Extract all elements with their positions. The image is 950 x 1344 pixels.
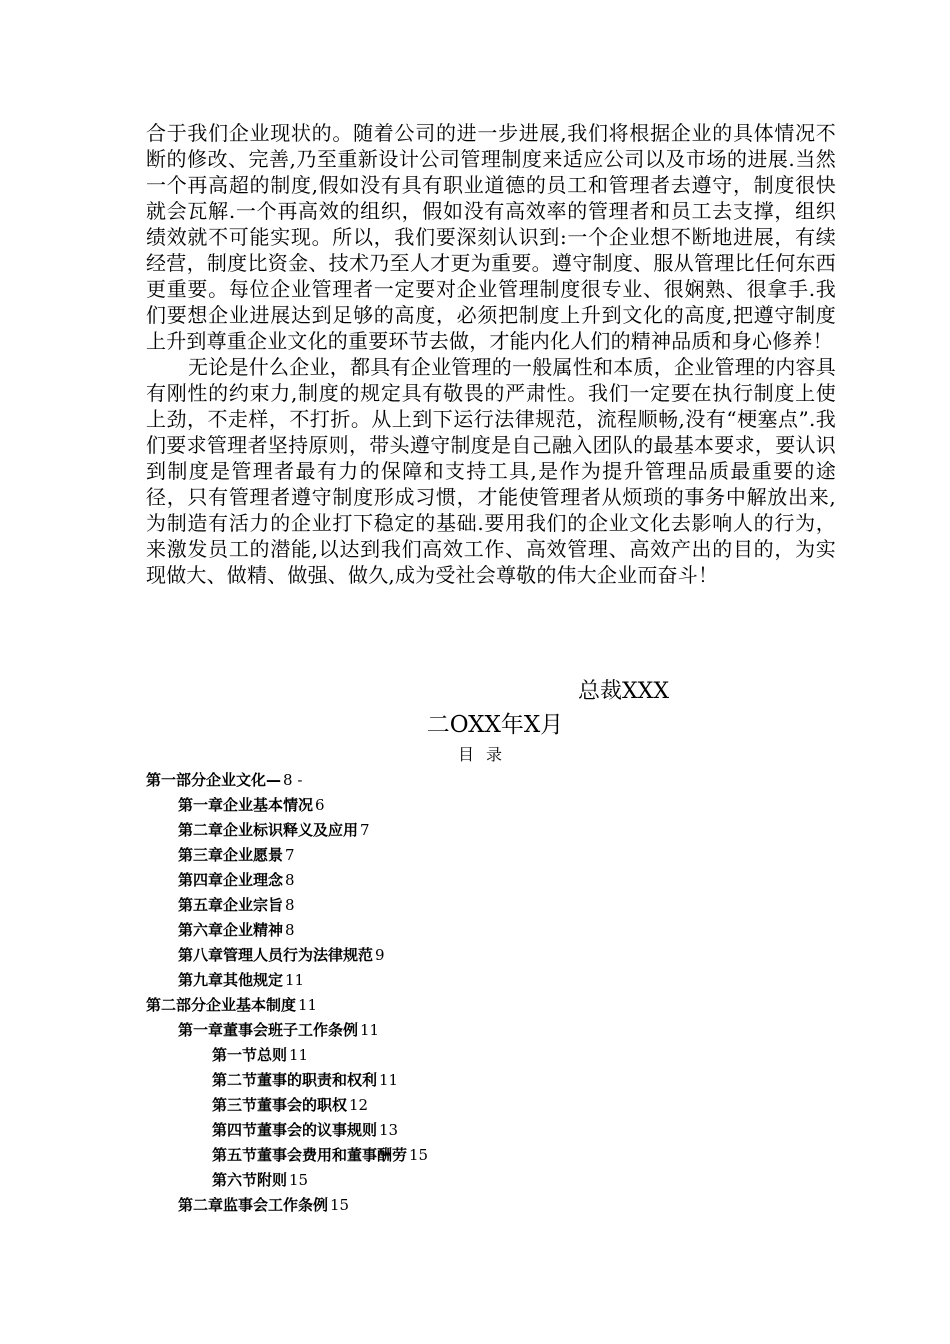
toc-item-title: 第四章企业理念 <box>178 871 284 889</box>
toc-item[interactable] <box>146 1043 846 1068</box>
toc-item-title: 第六节附则 <box>212 1171 288 1189</box>
toc-item[interactable] <box>146 918 846 943</box>
toc-item-title: 第五节董事会费用和董事酬劳 <box>212 1146 408 1164</box>
toc-item-title: 第八章管理人员行为法律规范 <box>178 946 374 964</box>
toc-item[interactable] <box>146 1018 846 1043</box>
toc-item[interactable] <box>146 768 846 793</box>
toc-item-page: 11 <box>289 1046 309 1064</box>
toc-item-title: 第一章企业基本情况 <box>178 796 314 814</box>
toc-item-page: 11 <box>379 1071 399 1089</box>
toc-item[interactable] <box>146 993 846 1018</box>
toc-item-title: 第九章其他规定 <box>178 971 284 989</box>
toc-item-title: 第三节董事会的职权 <box>212 1096 348 1114</box>
toc-item[interactable] <box>146 968 846 993</box>
toc-item-page: 15 <box>289 1171 309 1189</box>
toc-item[interactable] <box>146 1168 846 1193</box>
letter-body <box>146 120 836 588</box>
toc-title: 目录 <box>457 745 514 764</box>
toc-item-page: 12 <box>349 1096 369 1114</box>
toc-item[interactable] <box>146 943 846 968</box>
toc-item-page: 8 <box>285 871 295 889</box>
toc-item-page: 8 <box>285 896 295 914</box>
toc-item-title: 第四节董事会的议事规则 <box>212 1121 378 1139</box>
signature: 总裁XXX <box>578 679 669 704</box>
toc-item-title: 第六章企业精神 <box>178 921 284 939</box>
toc-item-page: 11 <box>360 1021 380 1039</box>
toc-item-page: 11 <box>298 996 318 1014</box>
toc-item-page: 15 <box>330 1196 350 1214</box>
toc-item[interactable] <box>146 1068 846 1093</box>
toc-item-title: 第一章董事会班子工作条例 <box>178 1021 359 1039</box>
toc-item-page: 15 <box>409 1146 429 1164</box>
toc-item-title: 第二部分企业基本制度 <box>146 996 297 1014</box>
letter-paragraph-2: 无论是什么企业，都具有企业管理的一般属性和本质，企业管理的内容具有刚性的约束力,制度的规定具有敬畏的严肃性。我们一定要在执行制度上使上劲，不走样，不打折。从上到下运行法律规范，流程顺畅,没有“梗塞点”.我们要求管理者坚持原则，带头遵守制度是自己融入团队的最基本要求，要认识到制度是管理者最有力的保障和支持工具,是作为提升管理品质最重要的途径，只有管理者遵守制度形成习惯，才能使管理者从烦琐的事务中解放出来,为制造有活力的企业打下稳定的基础.要用我们的企业文化去影响人的行为，来激发员工的潜能,以达到我们高效工作、高效管理、高效产出的目的，为实现做大、做精、做强、做久,成为受社会尊敬的伟大企业而奋斗！ <box>146 355 836 587</box>
toc-item[interactable] <box>146 1193 846 1218</box>
toc-item-title: 第二章监事会工作条例 <box>178 1196 329 1214</box>
toc-item-page: 8 <box>285 921 295 939</box>
toc-item-page: 7 <box>285 846 295 864</box>
toc-item-title: 第二节董事的职责和权利 <box>212 1071 378 1089</box>
toc-item[interactable] <box>146 843 846 868</box>
letter-date: 二OXX年X月 <box>426 712 564 738</box>
toc-item-page: 11 <box>285 971 305 989</box>
toc-item-page: 13 <box>379 1121 399 1139</box>
toc-item[interactable] <box>146 1093 846 1118</box>
toc-item-title: 第一节总则 <box>212 1046 288 1064</box>
toc-item-page: 9 <box>375 946 385 964</box>
toc-item-page: 8 - <box>283 771 303 789</box>
toc-item[interactable] <box>146 1118 846 1143</box>
letter-paragraph-1: 合于我们企业现状的。随着公司的进一步进展,我们将根据企业的具体情况不断的修改、完善,乃至重新设计公司管理制度来适应公司以及市场的进展.当然一个再高超的制度,假如没有具有职业道德的员工和管理者去遵守，制度很快就会瓦解.一个再高效的组织，假如没有高效率的管理者和员工去支撑，组织绩效就不可能实现。所以，我们要深刻认识到:一个企业想不断地进展，有续经营，制度比资金、技术乃至人才更为重要。遵守制度、服从管理比任何东西更重要。每位企业管理者一定要对企业管理制度很专业、很娴熟、很拿手.我们要想企业进展达到足够的高度，必须把制度上升到文化的高度,把遵守制度上升到尊重企业文化的重要环节去做，才能内化人们的精神品质和身心修养！ <box>146 121 836 353</box>
toc-item-title: 第五章企业宗旨 <box>178 896 284 914</box>
toc-item[interactable] <box>146 818 846 843</box>
toc-item-page: 7 <box>360 821 370 839</box>
toc-item-title: 第三章企业愿景 <box>178 846 284 864</box>
toc-item-title: 第一部分企业文化— <box>146 771 282 789</box>
toc-item[interactable] <box>146 793 846 818</box>
toc-item[interactable] <box>146 893 846 918</box>
toc-item-title: 第二章企业标识释义及应用 <box>178 821 359 839</box>
toc-item[interactable] <box>146 1143 846 1168</box>
toc-item-page: 6 <box>315 796 325 814</box>
table-of-contents <box>146 768 846 1218</box>
toc-item[interactable] <box>146 868 846 893</box>
